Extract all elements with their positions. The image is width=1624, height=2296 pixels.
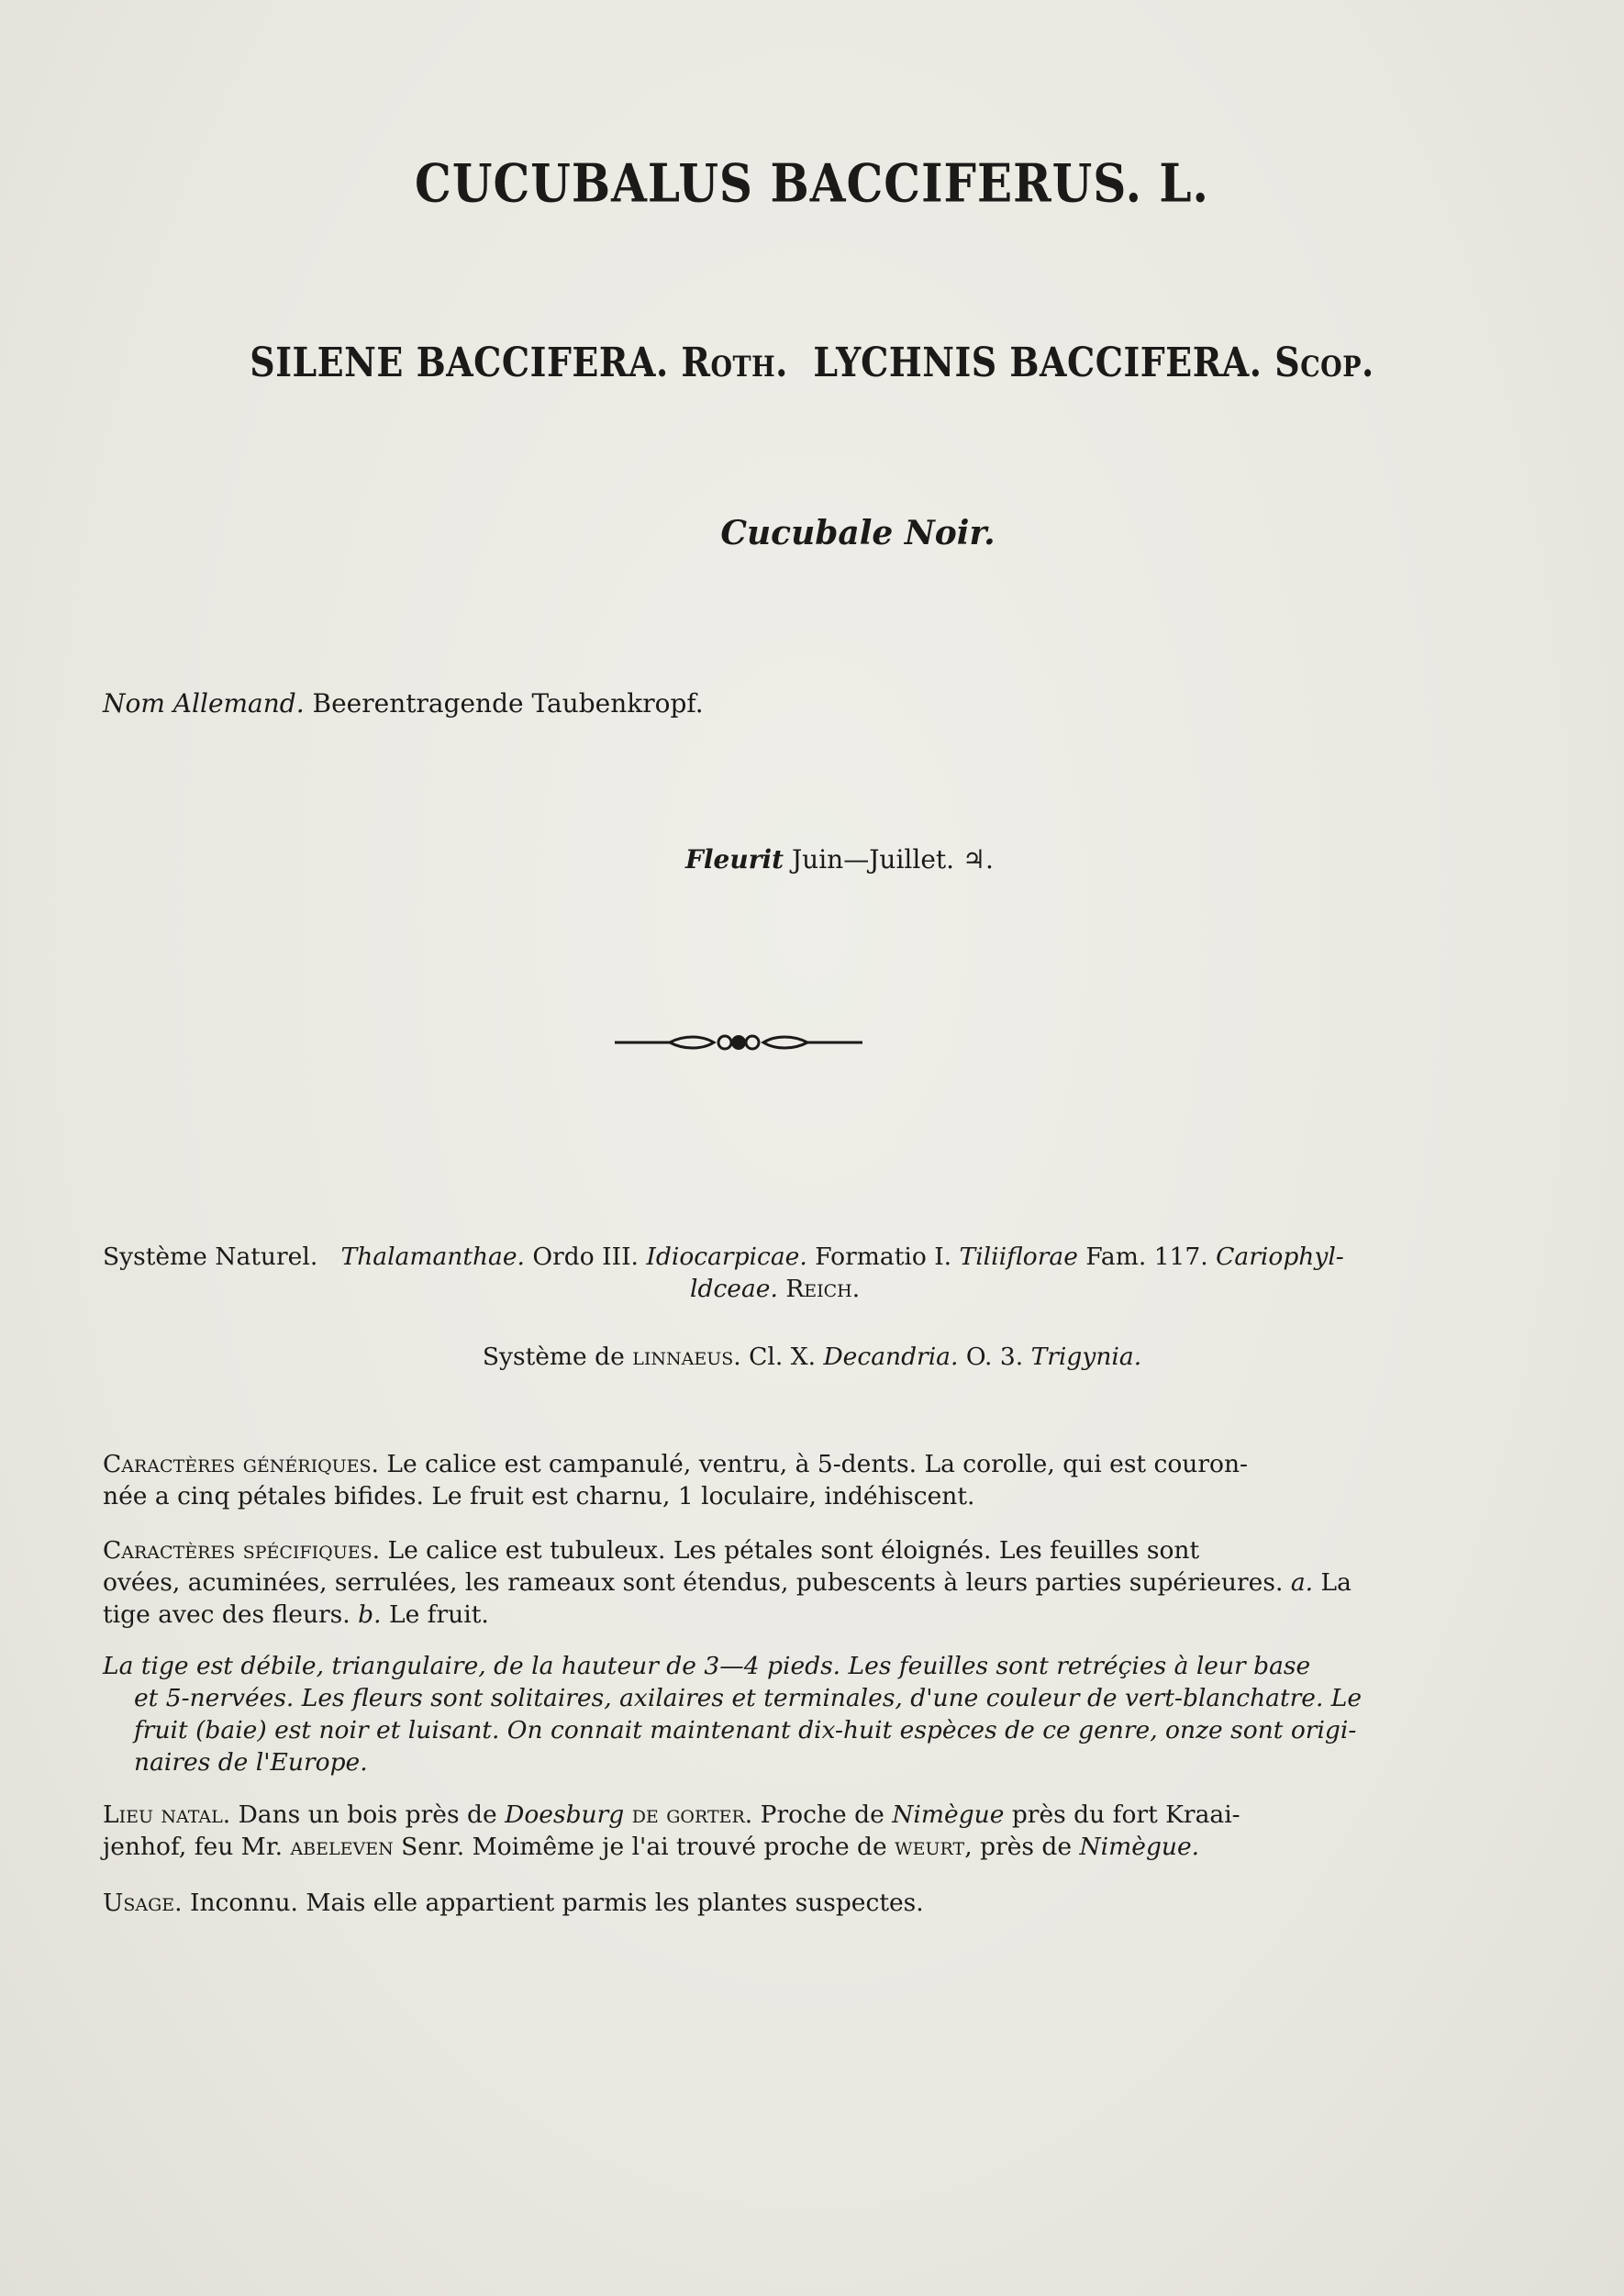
lieu-label: Lieu natal. bbox=[103, 1800, 231, 1829]
lieu-nimegue-1: Nimègue bbox=[892, 1800, 1005, 1829]
lieu-t5: Senr. Moimême je l'ai trouvé proche de bbox=[401, 1833, 887, 1861]
sl-class: Cl. X. bbox=[749, 1343, 816, 1371]
synonyms-line bbox=[0, 339, 1624, 386]
description-line-4: naires de l'Europe. bbox=[134, 1748, 368, 1777]
specific-text-5: Le fruit. bbox=[388, 1600, 489, 1629]
description-line-3: fruit (baie) est noir et luisant. On connait maintenant dix-huit espèces de ce genre, onze sont origi- bbox=[134, 1716, 1357, 1744]
german-name-value: Beerentragende Taubenkropf. bbox=[312, 688, 704, 719]
usage-paragraph bbox=[103, 1887, 1479, 1919]
sn-idiocarpicae: Idiocarpicae. bbox=[646, 1243, 807, 1271]
generic-label: Caractères génériques. bbox=[103, 1450, 379, 1478]
page-title: CUCUBALUS BACCIFERUS. L. bbox=[415, 151, 1209, 215]
specific-text-4: tige avec des fleurs. bbox=[103, 1600, 350, 1629]
specific-text-1: Le calice est tubuleux. Les pétales sont éloignés. Les feuilles sont bbox=[387, 1536, 1200, 1565]
sl-decandria: Decandria. bbox=[823, 1343, 959, 1371]
description-line-1: La tige est débile, triangulaire, de la hauteur de 3—4 pieds. Les feuilles sont retréçies à leur base bbox=[103, 1652, 1311, 1680]
lieu-t2: Proche de bbox=[760, 1800, 884, 1829]
systeme-linnaeus bbox=[0, 1343, 1624, 1371]
specific-b: b. bbox=[358, 1600, 382, 1629]
lieu-t6: près de bbox=[980, 1833, 1073, 1861]
lieu-t3: près du fort Kraai- bbox=[1011, 1800, 1240, 1829]
specific-label: Caractères spécifiques. bbox=[103, 1536, 381, 1565]
flowering-value: Juin—Juillet. ♃. bbox=[791, 844, 994, 875]
lieu-t1: Dans un bois près de bbox=[238, 1800, 497, 1829]
sn-cariophyl-2: ldceae. bbox=[690, 1275, 778, 1303]
sl-order: O. 3. bbox=[965, 1343, 1024, 1371]
lieu-nimegue-2: Nimègue. bbox=[1079, 1833, 1200, 1861]
generic-characters bbox=[103, 1448, 1479, 1512]
specific-a: a. bbox=[1290, 1568, 1314, 1597]
synonym-silene-author: Roth. bbox=[681, 338, 788, 386]
sl-pre: Système de bbox=[482, 1343, 625, 1371]
sn-thalamanthae: Thalamanthae. bbox=[340, 1243, 525, 1271]
description-paragraph bbox=[103, 1650, 1479, 1778]
sl-linnaeus: linnaeus. bbox=[632, 1343, 741, 1371]
synonym-lychnis-author: Scop. bbox=[1274, 338, 1374, 386]
ornament-divider bbox=[615, 1026, 862, 1059]
sl-trigynia: Trigynia. bbox=[1030, 1343, 1142, 1371]
usage-text: Inconnu. Mais elle appartient parmis les plantes suspectes. bbox=[189, 1889, 924, 1917]
specific-characters bbox=[103, 1534, 1479, 1631]
synonym-lychnis: LYCHNIS BACCIFERA. bbox=[813, 338, 1262, 386]
german-name-label: Nom Allemand. bbox=[103, 688, 305, 719]
lieu-t4: jenhof, feu Mr. bbox=[103, 1833, 283, 1861]
lieu-abeleven: abeleven bbox=[290, 1833, 394, 1861]
german-name-line bbox=[103, 688, 704, 719]
sn-formatio: Formatio I. bbox=[815, 1243, 952, 1271]
sn-author: Reich. bbox=[785, 1275, 861, 1303]
specific-text-2: ovées, acuminées, serrulées, les rameaux sont étendus, pubescents à leurs parties supérieures. bbox=[103, 1568, 1284, 1597]
lieu-doesburg: Doesburg bbox=[505, 1800, 625, 1829]
sn-ordo: Ordo III. bbox=[532, 1243, 639, 1271]
synonym-silene: SILENE BACCIFERA. bbox=[250, 338, 669, 386]
lieu-weurt: weurt, bbox=[895, 1833, 973, 1861]
french-name: Cucubale Noir. bbox=[720, 514, 996, 552]
usage-label: Usage. bbox=[103, 1889, 183, 1917]
description-line-2: et 5-nervées. Les fleurs sont solitaires, axilaires et terminales, d'une couleur de vert-blanchatre. Le bbox=[134, 1684, 1363, 1712]
native-place bbox=[103, 1799, 1479, 1863]
generic-text-2: née a cinq pétales bifides. Le fruit est charnu, 1 loculaire, indéhiscent. bbox=[103, 1482, 975, 1510]
lieu-gorter: de gorter. bbox=[631, 1800, 753, 1829]
sn-tiliiflorae: Tiliiflorae bbox=[959, 1243, 1078, 1271]
flowering-line bbox=[28, 844, 1624, 875]
flowering-label: Fleurit bbox=[685, 844, 784, 875]
sn-cariophyl-1: Cariophyl- bbox=[1216, 1243, 1344, 1271]
sn-fam: Fam. 117. bbox=[1085, 1243, 1208, 1271]
systeme-naturel bbox=[103, 1241, 1479, 1305]
specific-text-3: La bbox=[1320, 1568, 1351, 1597]
systeme-naturel-label: Système Naturel. bbox=[103, 1243, 318, 1271]
generic-text-1: Le calice est campanulé, ventru, à 5-dents. La corolle, qui est couron- bbox=[386, 1450, 1248, 1478]
